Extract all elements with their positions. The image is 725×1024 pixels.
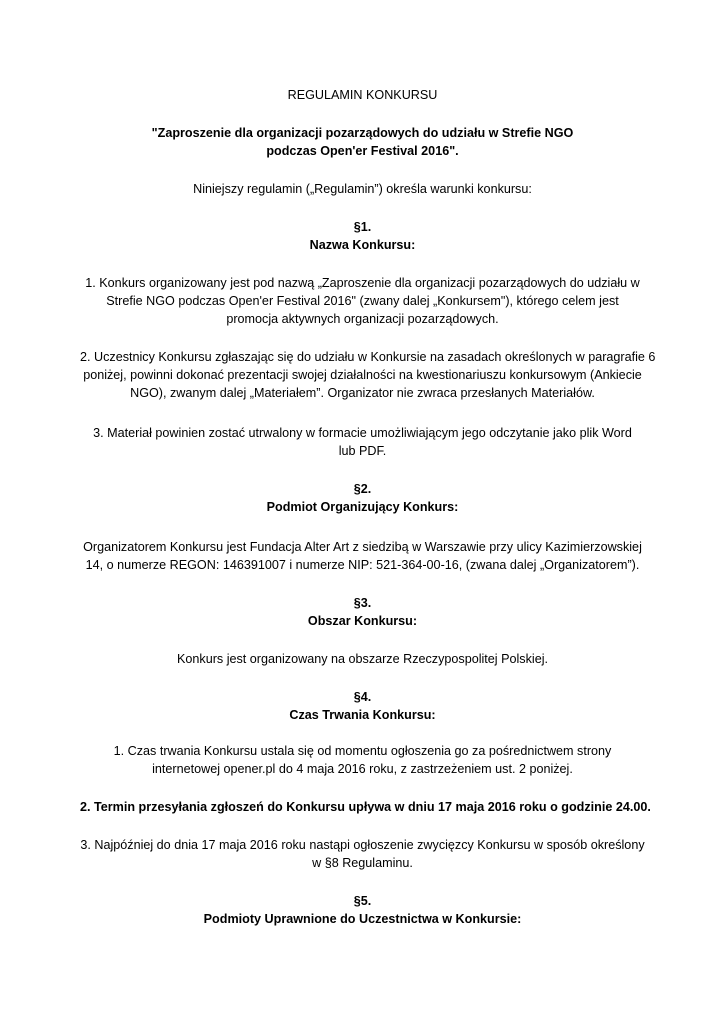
- intro-paragraph: Niniejszy regulamin („Regulamin”) określa warunki konkursu:: [193, 182, 532, 196]
- section-2-paragraph-1: Organizatorem Konkursu jest Fundacja Alter Art z siedzibą w Warszawie przy ulicy Kazimierzowskiej 14, o numerze REGON: 146391007 i numerze NIP: 521-364-00-16, (zwana dalej „Organizatorem”).: [83, 540, 642, 572]
- section-4-paragraph-1: 1. Czas trwania Konkursu ustala się od momentu ogłoszenia go za pośrednictwem strony internetowej opener.pl do 4 maja 2016 roku, z zastrzeżeniem ust. 2 poniżej.: [113, 744, 612, 776]
- section-4-paragraph-3: 3. Najpóźniej do dnia 17 maja 2016 roku nastąpi ogłoszenie zwycięzcy Konkursu w sposób określony w §8 Regulaminu.: [80, 838, 645, 870]
- section-title: Podmioty Uprawnione do Uczestnictwa w Konkursie:: [203, 912, 522, 926]
- section-number: §1.: [353, 220, 372, 234]
- section-title: Nazwa Konkursu:: [309, 238, 416, 252]
- section-1-paragraph-3: 3. Materiał powinien zostać utrwalony w formacie umożliwiającym jego odczytanie jako plik Word lub PDF.: [93, 426, 632, 458]
- section-number: §4.: [353, 690, 372, 704]
- section-1-paragraph-2: 2. Uczestnicy Konkursu zgłaszając się do udziału w Konkursie na zasadach określonych w paragrafie 6 poniżej, powinni dokonać prezentacji swojej działalności na kwestionariuszu konkursowym (Ankiecie NGO), zwanym dalej „Materiałem”. Organizator nie zwraca przesłanych Materiałów.: [80, 350, 656, 400]
- section-4-heading: [80, 688, 645, 724]
- section-1-paragraph-1: 1. Konkurs organizowany jest pod nazwą „Zaproszenie dla organizacji pozarządowych do udziału w Strefie NGO podczas Open'er Festival 2016" (zwany dalej „Konkursem"), którego celem jest promocja aktywnych organizacji pozarządowych.: [85, 276, 640, 326]
- section-number: §3.: [353, 596, 372, 610]
- document-header: REGULAMIN KONKURSU: [287, 88, 438, 102]
- section-3-heading: [80, 594, 645, 630]
- section-title: Obszar Konkursu:: [307, 614, 418, 628]
- document-title: "Zaproszenie dla organizacji pozarządowych do udziału w Strefie NGO podczas Open'er Festival 2016".: [151, 126, 574, 158]
- section-2-heading: [80, 480, 645, 516]
- section-3-paragraph-1: Konkurs jest organizowany na obszarze Rzeczypospolitej Polskiej.: [177, 652, 548, 666]
- section-title: Podmiot Organizujący Konkurs:: [266, 500, 459, 514]
- section-title: Czas Trwania Konkursu:: [289, 708, 436, 722]
- section-1-heading: [80, 218, 645, 254]
- section-number: §5.: [353, 894, 372, 908]
- section-5-heading: [80, 892, 645, 928]
- section-4-paragraph-2: 2. Termin przesyłania zgłoszeń do Konkursu upływa w dniu 17 maja 2016 roku o godzinie 24.00.: [80, 800, 651, 814]
- section-number: §2.: [353, 482, 372, 496]
